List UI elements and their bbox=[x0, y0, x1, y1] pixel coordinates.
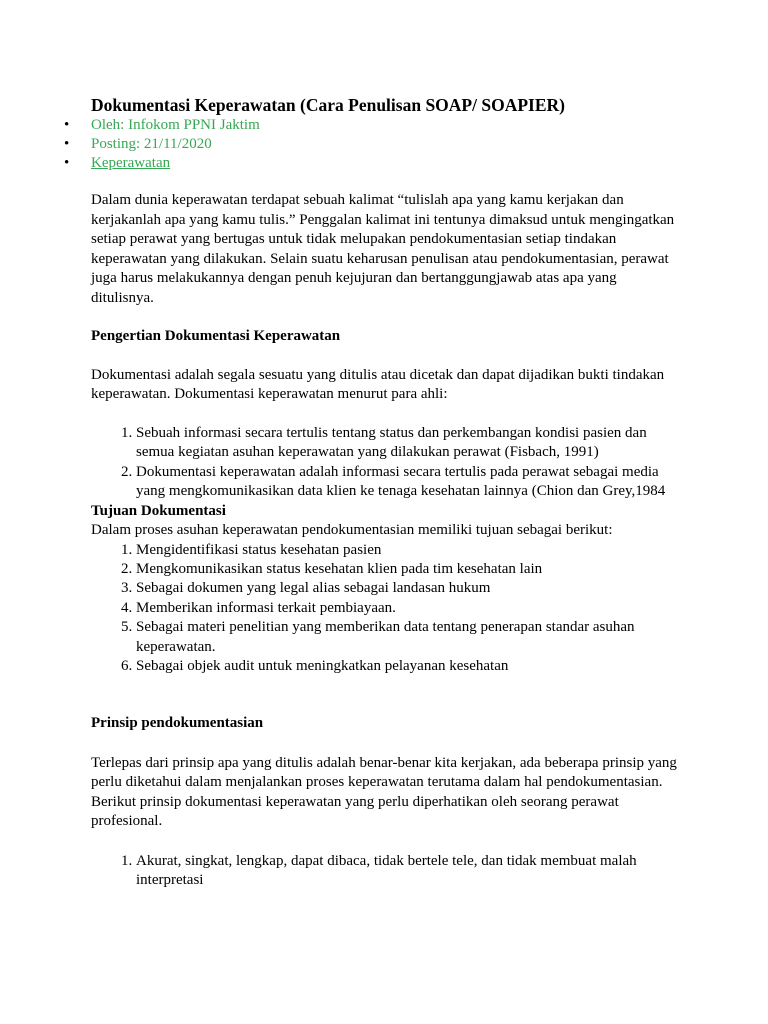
list-item: 2. Dokumentasi keperawatan adalah informasi secara tertulis pada perawat sebagai media yang mengkomunikasikan data klien ke tenaga kesehatan lainnya (Chion dan Grey,1984 bbox=[136, 463, 678, 502]
section-paragraph-tujuan: Dalam proses asuhan keperawatan pendokumentasian memiliki tujuan sebagai berikut: bbox=[91, 522, 613, 538]
category-link[interactable]: Keperawatan bbox=[91, 155, 171, 171]
posted-date-text: Posting: 21/11/2020 bbox=[91, 136, 212, 152]
meta-posted bbox=[91, 135, 678, 154]
meta-category[interactable] bbox=[91, 154, 678, 173]
purpose-list bbox=[91, 541, 678, 677]
intro-paragraph: Dalam dunia keperawatan terdapat sebuah kalimat “tulislah apa yang kamu kerjakan dan kerjakanlah apa yang kamu tulis.” Penggalan kalimat ini tentunya dimaksud untuk mengingatkan setiap perawat yang bertugas untuk tidak melupakan pendokumentasian setiap tindakan keperawatan yang dilakukan. Selain suatu keharusan penulisan atau pendokumentasian, perawat juga harus melakukannya dengan penuh kejujuran dan bertanggungjawab atas apa yang ditulisnya. bbox=[91, 192, 675, 306]
section-heading-pengertian: Pengertian Dokumentasi Keperawatan bbox=[91, 328, 341, 344]
list-item: 4. Memberikan informasi terkait pembiayaan. bbox=[136, 599, 678, 618]
section-heading-tujuan: Tujuan Dokumentasi bbox=[91, 502, 226, 519]
list-item: 1. Sebuah informasi secara tertulis tentang status dan perkembangan kondisi pasien dan semua kegiatan asuhan keperawatan yang dilakukan perawat (Fisbach, 1991) bbox=[136, 424, 678, 463]
list-item: 6. Sebagai objek audit untuk meningkatkan pelayanan kesehatan bbox=[136, 657, 678, 676]
list-item: 3. Sebagai dokumen yang legal alias sebagai landasan hukum bbox=[136, 579, 678, 598]
principle-list bbox=[91, 852, 678, 891]
list-item: 2. Mengkomunikasikan status kesehatan klien pada tim kesehatan lain bbox=[136, 560, 678, 579]
definition-list bbox=[91, 424, 678, 502]
article-meta-list bbox=[91, 116, 678, 173]
section-heading-prinsip: Prinsip pendokumentasian bbox=[91, 715, 264, 732]
section-paragraph-prinsip: Terlepas dari prinsip apa yang ditulis adalah benar-benar kita kerjakan, ada beberapa prinsip yang perlu diketahui dalam menjalankan proses keperawatan terutama dalam hal pendokumentasian. Berikut prinsip dokumentasi keperawatan yang perlu diperhatikan oleh seorang perawat profesional. bbox=[91, 754, 677, 830]
list-item: 1. Mengidentifikasi status kesehatan pasien bbox=[136, 541, 678, 560]
list-item: 1. Akurat, singkat, lengkap, dapat dibaca, tidak bertele tele, dan tidak membuat malah interpretasi bbox=[136, 852, 678, 891]
list-item: 5. Sebagai materi penelitian yang memberikan data tentang penerapan standar asuhan keperawatan. bbox=[136, 618, 678, 657]
meta-author bbox=[91, 116, 678, 135]
article-title: Dokumentasi Keperawatan (Cara Penulisan SOAP/ SOAPIER) bbox=[91, 95, 565, 115]
section-paragraph-pengertian: Dokumentasi adalah segala sesuatu yang ditulis atau dicetak dan dapat dijadikan bukti tindakan keperawatan. Dokumentasi keperawatan menurut para ahli: bbox=[91, 366, 665, 402]
author-text: Oleh: Infokom PPNI Jaktim bbox=[91, 117, 260, 133]
